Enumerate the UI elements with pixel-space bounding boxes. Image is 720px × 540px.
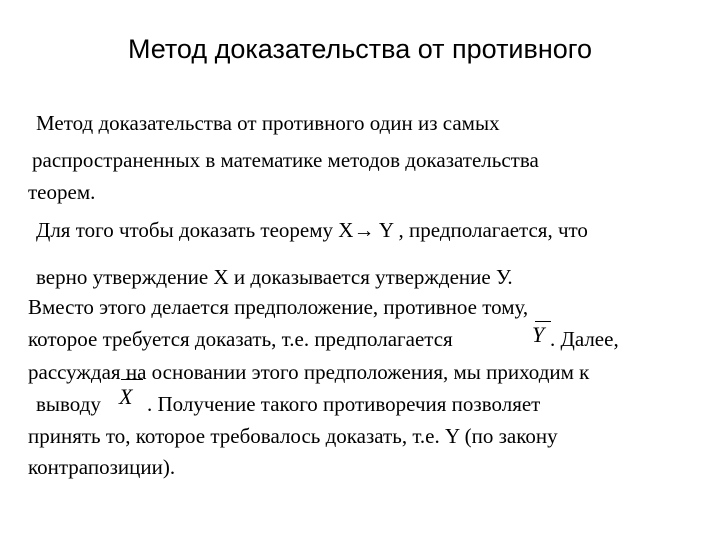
text-line: Вместо этого делается предположение, противное тому, <box>28 295 529 319</box>
text-line: . Далее, <box>550 327 619 351</box>
text-line: . Получение такого противоречия позволяет <box>147 392 541 416</box>
text-line: выводу <box>36 392 101 416</box>
text-line: верно утверждение X и доказывается утверждение У. <box>36 265 513 289</box>
text-line: Метод доказательства от противного один из самых <box>36 111 500 135</box>
text-line: рассуждая на основании этого предположения, мы приходим к <box>28 360 590 384</box>
text-line: теорем. <box>28 180 96 204</box>
text-line: принять то, которое требовалось доказать, т.е. Y (по закону <box>28 424 558 448</box>
slide-title: Метод доказательства от противного <box>127 34 593 64</box>
text-line: распространенных в математике методов доказательства <box>32 148 539 172</box>
text-line: Для того чтобы доказать теорему X→ Y , предполагается, что <box>36 218 588 242</box>
not-y-symbol: Y <box>532 322 545 347</box>
text-line: которое требуется доказать, т.е. предполагается <box>28 327 453 351</box>
not-x-symbol: X <box>119 384 133 409</box>
text-line: контрапозиции). <box>28 455 176 479</box>
overline <box>121 379 143 380</box>
